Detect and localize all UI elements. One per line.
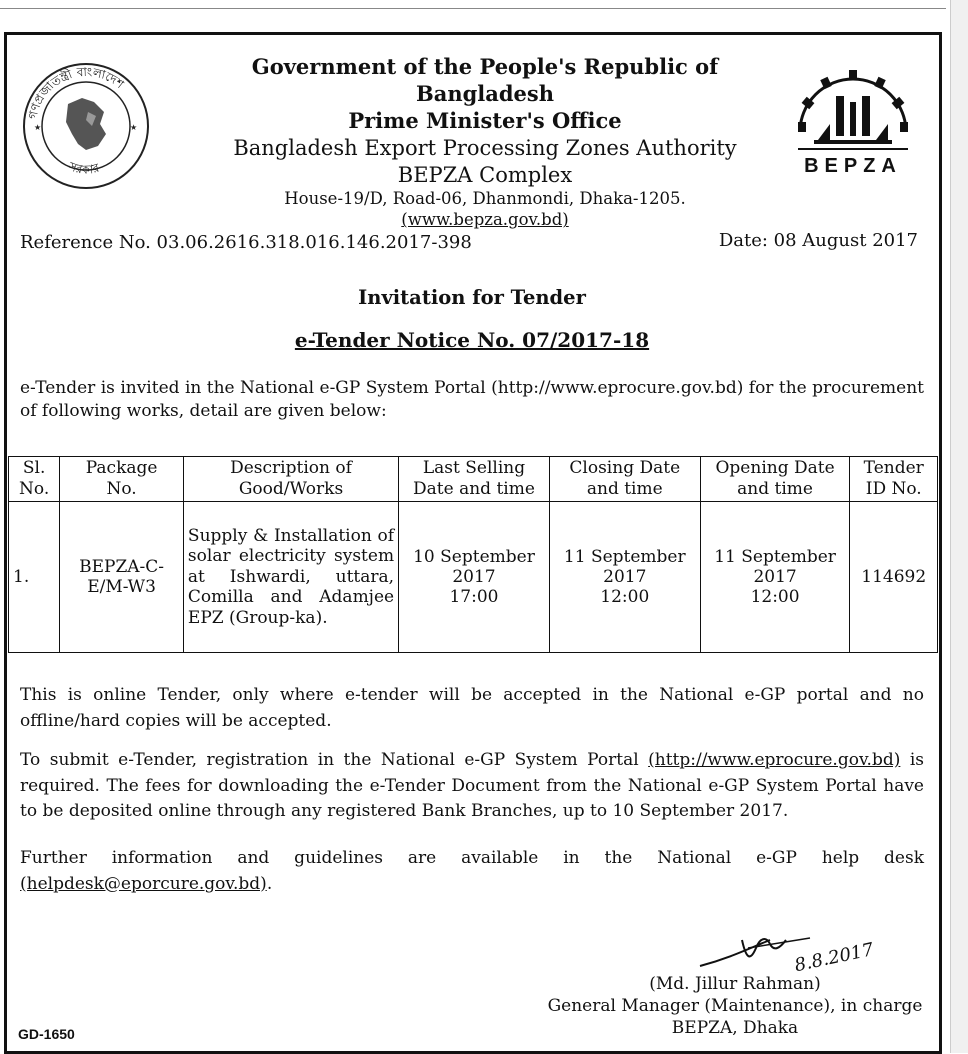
header-closing: Closing Date and time (549, 457, 700, 502)
helpdesk-paragraph: Further information and guidelines are available in the National e-GP help desk (helpdesk@eporcure.gov.bd). (20, 848, 924, 894)
header-opening: Opening Date and time (700, 457, 850, 502)
cell-description: Supply & Installation of solar electricity system at Ishwardi, uttara, Comilla and Adamjee EPZ (Group-ka). (183, 502, 398, 653)
website-link[interactable]: (www.bepza.gov.bd) (401, 210, 569, 230)
tender-table (8, 456, 938, 653)
online-tender-paragraph: This is online Tender, only where e-tender will be accepted in the National e-GP portal and no offline/hard copies will be accepted. (20, 685, 924, 731)
handwritten-signature (690, 918, 900, 978)
header-sl: Sl. No. (9, 457, 60, 502)
cell-last-selling: 10 September 2017 17:00 (399, 502, 550, 653)
cell-tender-id: 114692 (850, 502, 938, 653)
header-last-selling: Last Selling Date and time (399, 457, 550, 502)
bangladesh-government-seal-icon (20, 60, 152, 192)
notice-date: Date: 08 August 2017 (718, 230, 918, 251)
footer-code: GD-1650 (18, 1026, 75, 1042)
header-package: Package No. (60, 457, 184, 502)
signatory-office: BEPZA, Dhaka (671, 1018, 799, 1039)
helpdesk-email-link[interactable]: (helpdesk@eporcure.gov.bd) (20, 873, 267, 894)
header-tender-id: Tender ID No. (850, 457, 938, 502)
signature-date: 8.8.2017 (792, 939, 876, 977)
page-edge (950, 0, 968, 1053)
svg-text:সরকার: সরকার (66, 159, 101, 177)
logo-text: BEPZA (804, 155, 902, 177)
signatory-block (540, 973, 930, 1039)
reference-number: Reference No. 03.06.2616.318.016.146.2017-398 (20, 232, 472, 253)
svg-text:★: ★ (130, 123, 138, 132)
bepza-gear-factory-logo-icon (788, 62, 918, 180)
registration-paragraph: To submit e-Tender, registration in the National e-GP System Portal (http://www.eprocure.gov.bd) is required. The fees for downloading the e-Tender Document from the National e-GP System Portal have to be deposited online through any registered Bank Branches, up to 10 September 2017. (20, 750, 924, 821)
table-header-row (9, 457, 938, 502)
letterhead (190, 54, 780, 231)
signatory-name: (Md. Jillur Rahman) (649, 974, 821, 994)
government-title: Government of the People's Republic of Bangladesh (251, 54, 719, 106)
notice-number: e-Tender Notice No. 07/2017-18 (294, 328, 650, 352)
authority-name: Bangladesh Export Processing Zones Authority (233, 135, 737, 160)
address: House-19/D, Road-06, Dhanmondi, Dhaka-1205. (284, 189, 686, 209)
cell-package: BEPZA-C- E/M-W3 (60, 502, 184, 653)
cell-sl: 1. (9, 502, 60, 653)
svg-text:★: ★ (34, 123, 42, 132)
signatory-designation: General Manager (Maintenance), in charge (547, 996, 923, 1017)
cell-closing: 11 September 2017 12:00 (549, 502, 700, 653)
top-divider (0, 8, 946, 9)
header-description: Description of Good/Works (183, 457, 398, 502)
office-title: Prime Minister's Office (348, 107, 622, 133)
eprocure-link[interactable]: (http://www.eprocure.gov.bd) (648, 750, 901, 770)
table-row (9, 502, 938, 653)
svg-text:গণপ্রজাতন্ত্রী বাংলাদেশ: গণপ্রজাতন্ত্রী বাংলাদেশ (25, 64, 127, 121)
complex-name: BEPZA Complex (397, 162, 573, 187)
invitation-title: Invitation for Tender (358, 286, 586, 309)
cell-opening: 11 September 2017 12:00 (700, 502, 850, 653)
intro-paragraph: e-Tender is invited in the National e-GP System Portal (http://www.eprocure.gov.bd) for the procurement of following works, detail are given below: (20, 378, 924, 421)
